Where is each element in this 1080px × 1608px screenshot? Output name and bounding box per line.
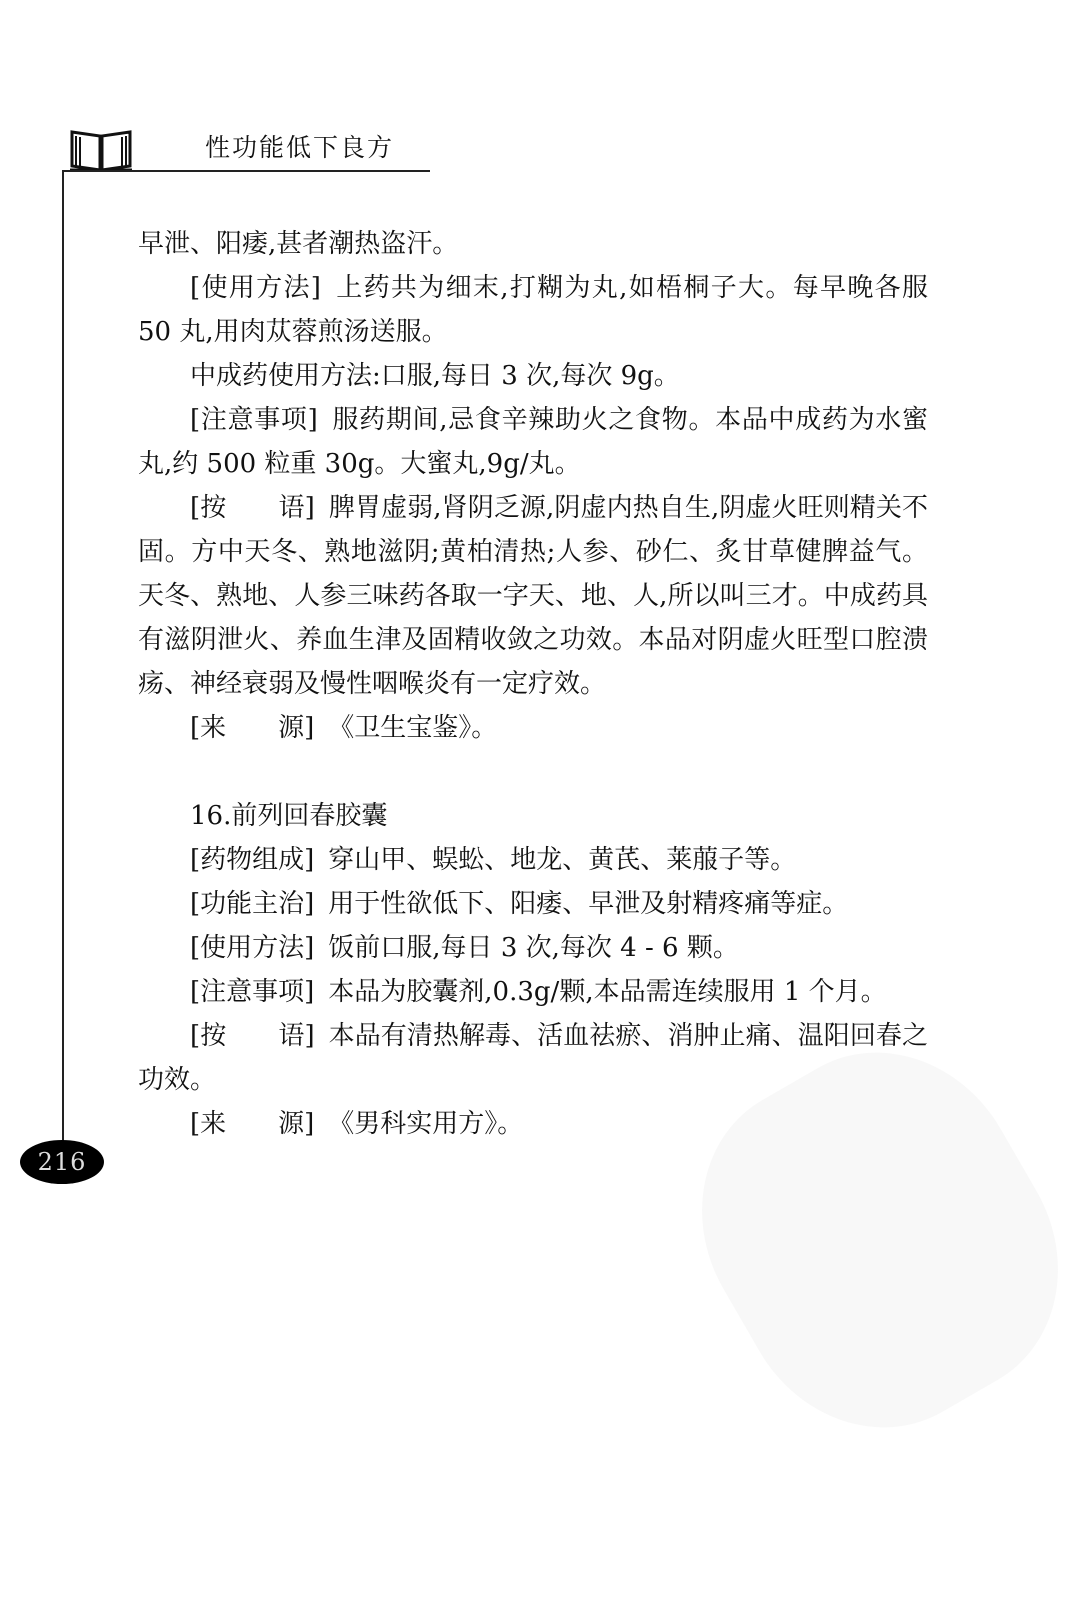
composition-label: [药物组成] <box>190 845 315 875</box>
usage-paragraph-16 <box>138 926 928 970</box>
caution-label: [注意事项] <box>190 405 318 435</box>
page-number: 216 <box>37 1148 87 1176</box>
usage-paragraph <box>138 266 928 354</box>
caution-paragraph <box>138 398 928 486</box>
margin-rule <box>62 170 64 1180</box>
source-text-16: 《男科实用方》。 <box>328 1109 524 1139</box>
running-header-title: 性功能低下良方 <box>205 133 395 162</box>
section-gap <box>138 750 928 794</box>
page-body <box>138 222 928 1146</box>
note-paragraph <box>138 486 928 706</box>
source-label: [来 源] <box>190 713 315 743</box>
function-paragraph <box>138 882 928 926</box>
note-paragraph-16 <box>138 1014 928 1102</box>
caution-text-16: 本品为胶囊剂,0.3g/颗,本品需连续服用 1 个月。 <box>328 977 887 1007</box>
source-paragraph <box>138 706 928 750</box>
open-book-icon <box>70 128 132 172</box>
caution-text: 服药期间,忌食辛辣助火之食物。本品中成药为水蜜丸,约 500 粒重 30g。大蜜丸,9g/丸。 <box>138 405 928 479</box>
continued-text: 早泄、阳痿,甚者潮热盗汗。 <box>138 229 459 259</box>
composition-paragraph <box>138 838 928 882</box>
note-label-16: [按 语] <box>190 1021 315 1051</box>
usage-text: 上药共为细末,打糊为丸,如梧桐子大。每早晚各服 50 丸,用肉苁蓉煎汤送服。 <box>138 273 929 347</box>
composition-text: 穿山甲、蜈蚣、地龙、黄芪、莱菔子等。 <box>328 845 797 875</box>
source-label-16: [来 源] <box>190 1109 315 1139</box>
patent-usage-paragraph: 中成药使用方法:口服,每日 3 次,每次 9g。 <box>190 361 680 391</box>
page-number-badge <box>20 1140 104 1184</box>
note-text: 脾胃虚弱,肾阴乏源,阴虚内热自生,阴虚火旺则精关不固。方中天冬、熟地滋阴;黄柏清热;人参、砂仁、炙甘草健脾益气。天冬、熟地、人参三味药各取一字天、地、人,所以叫三才。中成药具有滋阴泄火、养血生津及固精收敛之功效。本品对阴虚火旺型口腔溃疡、神经衰弱及慢性咽喉炎有一定疗效。 <box>138 493 928 699</box>
note-text-16: 本品有清热解毒、活血祛瘀、消肿止痛、温阳回春之功效。 <box>138 1021 928 1095</box>
usage-label: [使用方法] <box>190 273 321 303</box>
source-text: 《卫生宝鉴》。 <box>328 713 498 743</box>
usage-text-16: 饭前口服,每日 3 次,每次 4 - 6 颗。 <box>328 933 739 963</box>
section-heading: 16.前列回春胶囊 <box>190 801 388 831</box>
note-label: [按 语] <box>190 493 315 523</box>
source-paragraph-16 <box>138 1102 928 1146</box>
caution-paragraph-16 <box>138 970 928 1014</box>
function-label: [功能主治] <box>190 889 315 919</box>
caution-label-16: [注意事项] <box>190 977 315 1007</box>
header-rule <box>62 170 430 172</box>
usage-label-16: [使用方法] <box>190 933 315 963</box>
function-text: 用于性欲低下、阳痿、早泄及射精疼痛等症。 <box>328 889 849 919</box>
